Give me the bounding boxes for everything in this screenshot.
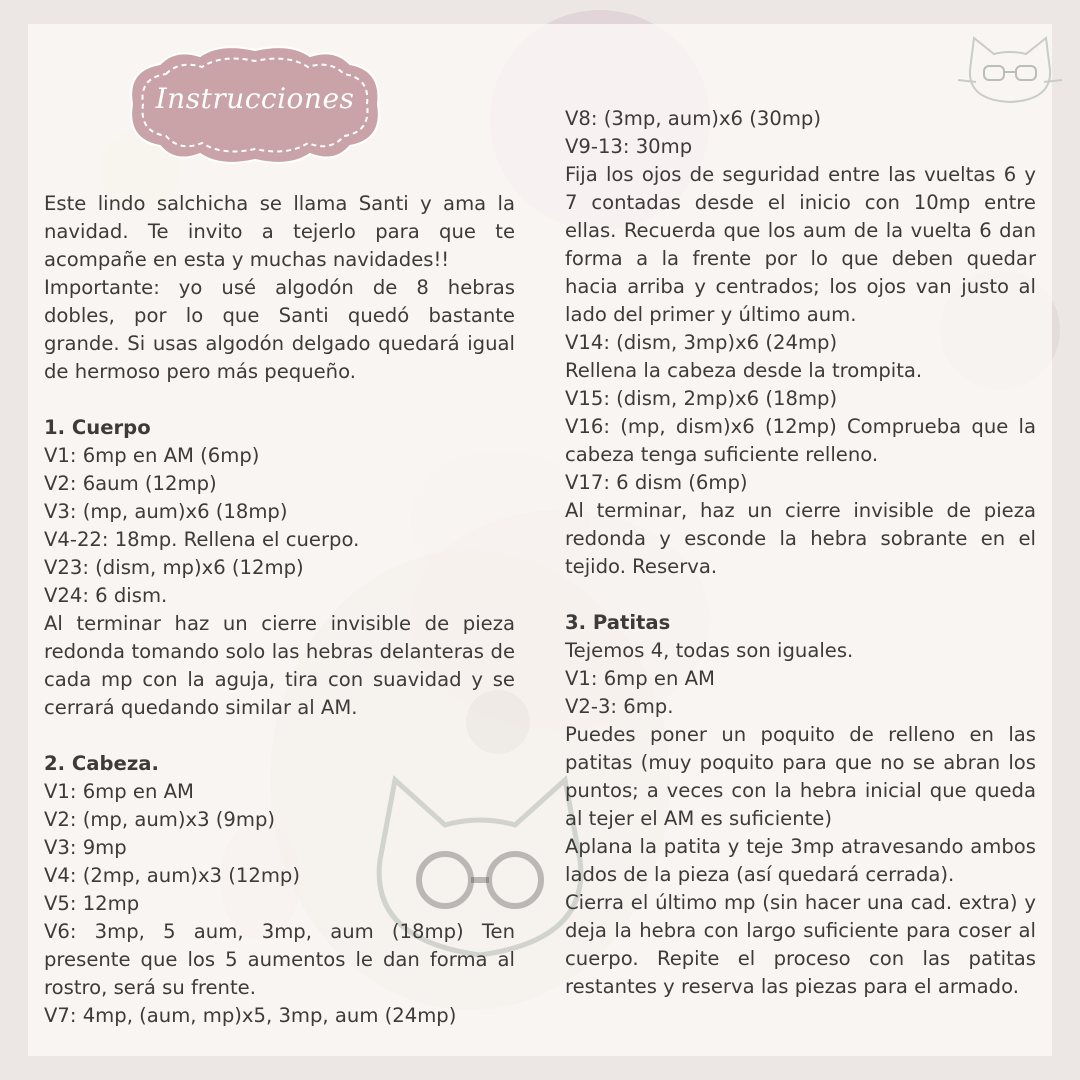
instruction-line: V8: (3mp, aum)x6 (30mp) xyxy=(565,107,821,130)
instruction-line: Fija los ojos de seguridad entre las vueltas 6 y 7 contadas desde el inicio con 10mp entre ellas. Recuerda que los aum de la vuelta 6 dan forma a la frente por lo que deben quedar hacia arriba y centrados; los ojos van justo al lado del primer y último aum. xyxy=(565,163,1036,326)
instruction-line: Aplana la patita y teje 3mp atravesando ambos lados de la pieza (así quedará cerrada). xyxy=(565,835,1036,886)
instruction-line: V4: (2mp, aum)x3 (12mp) xyxy=(44,864,300,887)
page-title: Instrucciones xyxy=(155,82,355,115)
instruction-line: Al terminar, haz un cierre invisible de pieza redonda y esconde la hebra sobrante en el tejido. Reserva. xyxy=(565,499,1036,578)
instruction-line: V3: 9mp xyxy=(44,836,127,859)
instruction-line: Al terminar haz un cierre invisible de pieza redonda tomando solo las hebras delanteras de cada mp con la aguja, tira con suavidad y se cerrará quedando similar al AM. xyxy=(44,612,515,719)
instruction-line: V23: (dism, mp)x6 (12mp) xyxy=(44,556,304,579)
instruction-line: V1: 6mp en AM xyxy=(44,780,194,803)
instruction-line: V14: (dism, 3mp)x6 (24mp) xyxy=(565,331,838,354)
left-column xyxy=(44,190,515,1030)
instruction-line: V5: 12mp xyxy=(44,892,140,915)
instruction-line: V2: (mp, aum)x3 (9mp) xyxy=(44,808,276,831)
instruction-line: V6: 3mp, 5 aum, 3mp, aum (18mp) Ten presente que los 5 aumentos le dan forma al rostro, será su frente. xyxy=(44,920,515,999)
instruction-line: V1: 6mp en AM (6mp) xyxy=(44,444,260,467)
instruction-line: V17: 6 dism (6mp) xyxy=(565,471,748,494)
instruction-line: Rellena la cabeza desde la trompita. xyxy=(565,359,923,382)
intro-paragraph: Importante: yo usé algodón de 8 hebras dobles, por lo que Santi quedó bastante grande. Si usas algodón delgado quedará igual de hermoso pero más pequeño. xyxy=(44,276,515,383)
section-heading-cuerpo: 1. Cuerpo xyxy=(44,416,151,439)
section-heading-patitas: 3. Patitas xyxy=(565,611,671,634)
right-column xyxy=(565,105,1036,1001)
instruction-line: V9-13: 30mp xyxy=(565,135,693,158)
instruction-line: V2-3: 6mp. xyxy=(565,695,674,718)
instruction-line: V2: 6aum (12mp) xyxy=(44,472,217,495)
instruction-line: Puedes poner un poquito de relleno en las patitas (muy poquito para que no se abran los puntos; a veces con la hebra inicial que queda al tejer el AM es suficiente) xyxy=(565,723,1036,830)
instruction-line: V1: 6mp en AM xyxy=(565,667,715,690)
instruction-line: V15: (dism, 2mp)x6 (18mp) xyxy=(565,387,838,410)
instruction-line: V24: 6 dism. xyxy=(44,584,168,607)
instruction-line: Cierra el último mp (sin hacer una cad. extra) y deja la hebra con largo suficiente para coser al cuerpo. Repite el proceso con las patitas restantes y reserva las piezas para el armado. xyxy=(565,891,1036,998)
instruction-line: V7: 4mp, (aum, mp)x5, 3mp, aum (24mp) xyxy=(44,1004,457,1027)
instruction-line: V4-22: 18mp. Rellena el cuerpo. xyxy=(44,528,360,551)
intro-paragraph: Este lindo salchicha se llama Santi y ama la navidad. Te invito a tejerlo para que te acompañe en esta y muchas navidades!! xyxy=(44,192,515,271)
instruction-line: V16: (mp, dism)x6 (12mp) Comprueba que la cabeza tenga suficiente relleno. xyxy=(565,415,1036,466)
section-heading-cabeza: 2. Cabeza. xyxy=(44,752,159,775)
instruction-line: V3: (mp, aum)x6 (18mp) xyxy=(44,500,288,523)
instruction-line: Tejemos 4, todas son iguales. xyxy=(565,639,854,662)
cat-with-glasses-icon xyxy=(956,30,1064,106)
